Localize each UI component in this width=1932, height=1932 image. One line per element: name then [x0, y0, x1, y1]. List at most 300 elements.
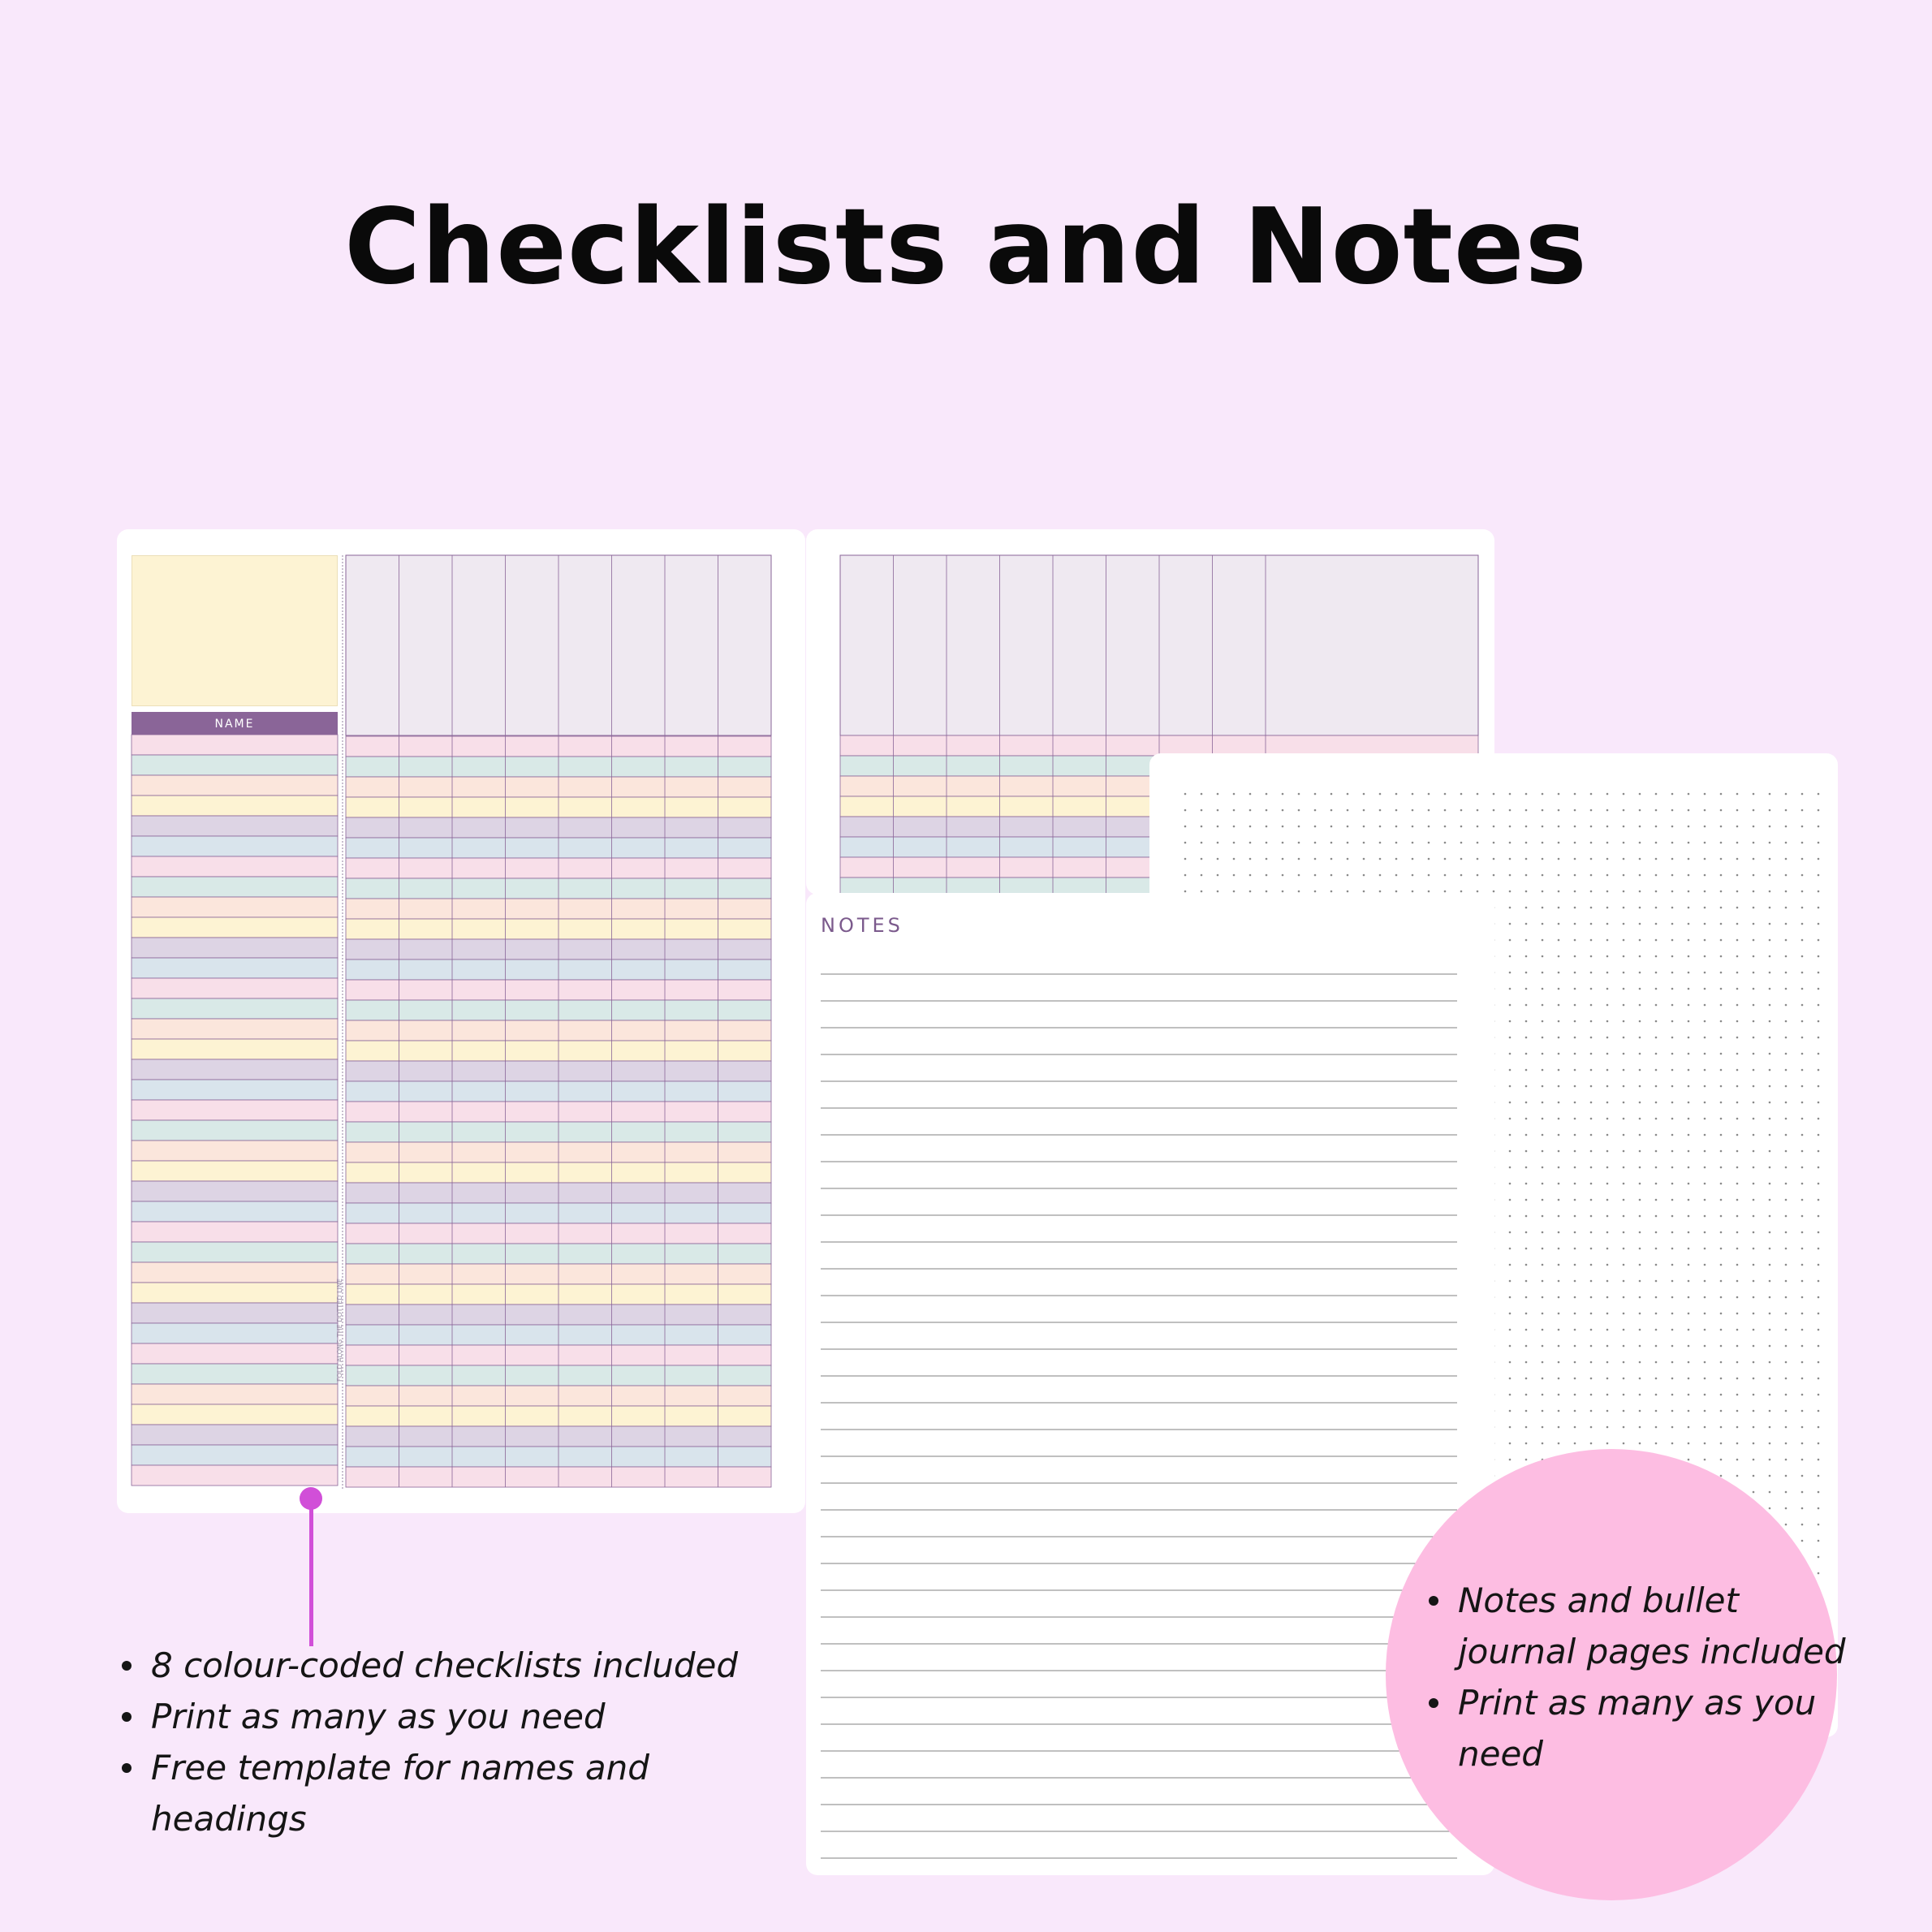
dot: [1525, 1069, 1528, 1072]
dot: [1704, 1410, 1706, 1412]
dot: [1769, 1313, 1771, 1315]
dot: [1184, 858, 1187, 860]
dot: [1201, 858, 1203, 860]
dot: [1525, 891, 1528, 893]
dot: [1282, 826, 1284, 828]
dot: [1525, 826, 1528, 828]
dot: [1542, 793, 1544, 796]
dot: [1606, 1231, 1609, 1234]
dot: [1623, 988, 1625, 990]
dot: [1655, 1199, 1658, 1201]
dot: [1542, 891, 1544, 893]
dot: [1753, 1215, 1755, 1218]
dot: [1769, 1443, 1771, 1445]
dot: [1785, 1378, 1788, 1380]
dot: [1769, 1085, 1771, 1088]
dot: [1558, 1264, 1560, 1266]
dot: [1720, 907, 1723, 909]
dot: [1428, 793, 1430, 796]
dot: [1201, 809, 1203, 812]
dot: [1590, 891, 1593, 893]
dot: [1720, 874, 1723, 877]
dot: [1818, 891, 1820, 893]
dot: [1671, 1053, 1674, 1055]
dot: [1639, 907, 1641, 909]
dot: [1769, 988, 1771, 990]
dot: [1753, 891, 1755, 893]
dot: [1785, 1248, 1788, 1250]
dot: [1785, 1134, 1788, 1136]
dot: [1606, 1443, 1609, 1445]
dot: [1590, 1183, 1593, 1185]
dot: [1753, 1085, 1755, 1088]
dot: [1574, 1296, 1576, 1299]
dot: [1736, 1426, 1739, 1429]
dot: [1558, 1410, 1560, 1412]
dot: [1801, 1053, 1804, 1055]
dot: [1736, 1053, 1739, 1055]
dot: [1606, 1037, 1609, 1039]
dot: [1558, 809, 1560, 812]
dot: [1736, 1118, 1739, 1120]
dot: [1639, 1134, 1641, 1136]
dot: [1671, 1394, 1674, 1396]
dot: [1623, 1134, 1625, 1136]
dot: [1704, 1053, 1706, 1055]
dot: [1590, 939, 1593, 942]
dot: [1753, 826, 1755, 828]
dot: [1720, 1004, 1723, 1007]
page-title: Checklists and Notes: [344, 187, 1588, 308]
dot: [1704, 907, 1706, 909]
dot: [1282, 793, 1284, 796]
dot: [1525, 1459, 1528, 1461]
dot: [1639, 1280, 1641, 1283]
dot: [1542, 1329, 1544, 1331]
dot: [1509, 874, 1512, 877]
dot: [1785, 1443, 1788, 1445]
dot: [1769, 1053, 1771, 1055]
dot: [1509, 1361, 1512, 1364]
dot: [1542, 1150, 1544, 1153]
dot: [1769, 858, 1771, 860]
name-row: [132, 1364, 338, 1384]
dot: [1818, 1572, 1820, 1575]
dot: [1818, 1313, 1820, 1315]
dot: [1314, 793, 1317, 796]
callout-dot: [300, 1487, 322, 1510]
dot: [1736, 1167, 1739, 1169]
dot: [1671, 1443, 1674, 1445]
dot: [1379, 793, 1382, 796]
dot: [1590, 1264, 1593, 1266]
dot: [1233, 842, 1236, 844]
dot: [1655, 1215, 1658, 1218]
dot: [1558, 1215, 1560, 1218]
dot: [1574, 1345, 1576, 1348]
dot: [1785, 858, 1788, 860]
dot: [1558, 1394, 1560, 1396]
dot: [1509, 923, 1512, 925]
dot: [1720, 988, 1723, 990]
dot: [1704, 842, 1706, 844]
dot: [1769, 1394, 1771, 1396]
dot: [1785, 1215, 1788, 1218]
dot: [1558, 842, 1560, 844]
dot: [1801, 1183, 1804, 1185]
dot: [1818, 1134, 1820, 1136]
dot: [1558, 939, 1560, 942]
dot: [1655, 1313, 1658, 1315]
dot: [1671, 826, 1674, 828]
dot: [1769, 1410, 1771, 1412]
dot: [1671, 1118, 1674, 1120]
dot: [1623, 1280, 1625, 1283]
dot: [1801, 972, 1804, 974]
dot: [1704, 972, 1706, 974]
dot: [1590, 955, 1593, 958]
name-row: [132, 1141, 338, 1161]
dot: [1753, 1426, 1755, 1429]
dot: [1590, 858, 1593, 860]
dot: [1590, 874, 1593, 877]
checklist-grid: [117, 529, 805, 1513]
dot: [1818, 1280, 1820, 1283]
name-row: [132, 938, 338, 958]
dot: [1801, 1378, 1804, 1380]
dot: [1184, 874, 1187, 877]
dot: [1753, 1491, 1755, 1494]
dot: [1590, 1199, 1593, 1201]
dot: [1542, 842, 1544, 844]
dot: [1769, 972, 1771, 974]
dot: [1704, 1394, 1706, 1396]
dot: [1769, 842, 1771, 844]
dot: [1558, 1248, 1560, 1250]
dot: [1347, 826, 1349, 828]
dot: [1671, 1150, 1674, 1153]
dot: [1330, 858, 1333, 860]
dot: [1769, 1345, 1771, 1348]
dot: [1542, 1231, 1544, 1234]
dot: [1590, 1085, 1593, 1088]
dot: [1736, 1004, 1739, 1007]
dot: [1623, 1361, 1625, 1364]
dot: [1655, 1280, 1658, 1283]
dot: [1623, 874, 1625, 877]
dot: [1801, 1199, 1804, 1201]
dot: [1525, 1215, 1528, 1218]
list-item: Free template for names and headings: [119, 1742, 768, 1844]
dot: [1769, 1264, 1771, 1266]
dot: [1558, 1443, 1560, 1445]
dot: [1574, 1394, 1576, 1396]
dot: [1769, 1361, 1771, 1364]
dot: [1736, 1150, 1739, 1153]
dot: [1769, 1507, 1771, 1510]
dot: [1753, 1134, 1755, 1136]
name-row: [132, 1323, 338, 1343]
dot: [1542, 1248, 1544, 1250]
dot: [1704, 891, 1706, 893]
dot: [1184, 826, 1187, 828]
dot: [1671, 1248, 1674, 1250]
dot: [1753, 1037, 1755, 1039]
dot: [1818, 1085, 1820, 1088]
dot: [1606, 988, 1609, 990]
dot: [1736, 1231, 1739, 1234]
dot: [1201, 874, 1203, 877]
dot: [1769, 1102, 1771, 1104]
dot: [1655, 972, 1658, 974]
dot: [1509, 1134, 1512, 1136]
dot: [1655, 1167, 1658, 1169]
dot: [1363, 842, 1365, 844]
dot: [1493, 809, 1495, 812]
dot: [1769, 1020, 1771, 1023]
dot: [1753, 858, 1755, 860]
dot: [1395, 891, 1398, 893]
dot: [1606, 923, 1609, 925]
dot: [1655, 923, 1658, 925]
dot: [1460, 891, 1463, 893]
dot: [1801, 939, 1804, 942]
dot: [1785, 1296, 1788, 1299]
dot: [1558, 1150, 1560, 1153]
dot: [1720, 842, 1723, 844]
notes-lines: [806, 893, 1494, 1875]
dot: [1639, 809, 1641, 812]
dot: [1769, 1231, 1771, 1234]
dot: [1412, 793, 1414, 796]
dot: [1736, 1183, 1739, 1185]
dot: [1785, 1118, 1788, 1120]
dot: [1542, 1167, 1544, 1169]
dot: [1655, 1231, 1658, 1234]
dot: [1379, 826, 1382, 828]
dot: [1753, 1296, 1755, 1299]
dot: [1671, 1199, 1674, 1201]
name-row: [132, 816, 338, 836]
dot: [1671, 923, 1674, 925]
dot: [1688, 1345, 1690, 1348]
dot: [1347, 793, 1349, 796]
dot: [1753, 907, 1755, 909]
dot: [1818, 955, 1820, 958]
dot: [1379, 842, 1382, 844]
dot: [1509, 1345, 1512, 1348]
dot: [1574, 1248, 1576, 1250]
dot: [1525, 858, 1528, 860]
dot: [1525, 988, 1528, 990]
dot: [1688, 1231, 1690, 1234]
dot: [1623, 955, 1625, 958]
dot: [1720, 1248, 1723, 1250]
dot: [1818, 923, 1820, 925]
dot: [1671, 1134, 1674, 1136]
dot: [1639, 1378, 1641, 1380]
dot: [1542, 1394, 1544, 1396]
dot: [1688, 939, 1690, 942]
dot: [1525, 1296, 1528, 1299]
dot: [1330, 793, 1333, 796]
dot: [1688, 793, 1690, 796]
dot: [1184, 842, 1187, 844]
dot: [1574, 939, 1576, 942]
name-row: [132, 1080, 338, 1100]
dot: [1639, 842, 1641, 844]
dot: [1736, 1037, 1739, 1039]
dot: [1688, 809, 1690, 812]
dot: [1493, 891, 1495, 893]
dot: [1542, 1134, 1544, 1136]
dot: [1818, 1378, 1820, 1380]
dot: [1590, 1020, 1593, 1023]
dot: [1736, 1345, 1739, 1348]
dot: [1704, 1443, 1706, 1445]
dot: [1769, 1150, 1771, 1153]
dot: [1460, 793, 1463, 796]
dot: [1785, 1183, 1788, 1185]
dot: [1558, 1183, 1560, 1185]
dot: [1639, 988, 1641, 990]
dot: [1720, 1215, 1723, 1218]
dot: [1818, 1394, 1820, 1396]
dot: [1558, 907, 1560, 909]
dot: [1639, 1426, 1641, 1429]
dot: [1542, 923, 1544, 925]
dot: [1704, 1329, 1706, 1331]
name-row: [132, 1161, 338, 1181]
dot: [1671, 1102, 1674, 1104]
dot: [1801, 1313, 1804, 1315]
dot: [1330, 874, 1333, 877]
dot: [1623, 1199, 1625, 1201]
dot: [1720, 1167, 1723, 1169]
dot: [1509, 1215, 1512, 1218]
dot: [1671, 907, 1674, 909]
dot: [1623, 1410, 1625, 1412]
dot: [1704, 858, 1706, 860]
dot: [1525, 793, 1528, 796]
dot: [1720, 1037, 1723, 1039]
dot: [1801, 1329, 1804, 1331]
dot: [1558, 1361, 1560, 1364]
dot: [1720, 1231, 1723, 1234]
dot: [1623, 1443, 1625, 1445]
dot: [1558, 1085, 1560, 1088]
dot: [1509, 955, 1512, 958]
name-row: [132, 1039, 338, 1059]
dot: [1639, 858, 1641, 860]
dot: [1801, 1296, 1804, 1299]
dot: [1623, 939, 1625, 942]
dot: [1623, 1053, 1625, 1055]
dot: [1509, 1459, 1512, 1461]
name-row: [132, 755, 338, 775]
dot: [1558, 1004, 1560, 1007]
dot: [1525, 1345, 1528, 1348]
dot: [1525, 972, 1528, 974]
notes-title: NOTES: [821, 914, 903, 937]
name-row: [132, 735, 338, 755]
dot: [1606, 1150, 1609, 1153]
dot: [1704, 988, 1706, 990]
dot: [1785, 1426, 1788, 1429]
dot: [1639, 874, 1641, 877]
dot: [1574, 1183, 1576, 1185]
dot: [1720, 793, 1723, 796]
dot: [1801, 1443, 1804, 1445]
dot: [1720, 923, 1723, 925]
dot: [1574, 1313, 1576, 1315]
dot: [1509, 1264, 1512, 1266]
dot: [1574, 1150, 1576, 1153]
dot: [1818, 1296, 1820, 1299]
dot: [1655, 1004, 1658, 1007]
dot: [1688, 1394, 1690, 1396]
dot: [1736, 923, 1739, 925]
dot: [1542, 1264, 1544, 1266]
dot: [1623, 1231, 1625, 1234]
dot: [1753, 1443, 1755, 1445]
dot: [1720, 1183, 1723, 1185]
dot: [1314, 809, 1317, 812]
dot: [1753, 972, 1755, 974]
dot: [1509, 1004, 1512, 1007]
dot: [1542, 1199, 1544, 1201]
dot: [1590, 1134, 1593, 1136]
dot: [1363, 793, 1365, 796]
dot: [1671, 1231, 1674, 1234]
dot: [1704, 955, 1706, 958]
dot: [1704, 1150, 1706, 1153]
dot: [1590, 809, 1593, 812]
dot: [1558, 1102, 1560, 1104]
dot: [1606, 1118, 1609, 1120]
dot: [1801, 1167, 1804, 1169]
fold-instruction: FOLD ALONG THE DOTTED LINE: [336, 1279, 343, 1382]
dot: [1818, 1540, 1820, 1542]
dot: [1753, 793, 1755, 796]
dot: [1785, 1004, 1788, 1007]
dot: [1558, 1313, 1560, 1315]
dot: [1525, 1443, 1528, 1445]
dot: [1542, 1313, 1544, 1315]
dot: [1688, 1459, 1690, 1461]
dot: [1574, 874, 1576, 877]
dot: [1379, 891, 1382, 893]
dot: [1671, 1037, 1674, 1039]
dot: [1671, 1085, 1674, 1088]
dot: [1330, 826, 1333, 828]
dot: [1720, 858, 1723, 860]
dot: [1785, 874, 1788, 877]
dot: [1217, 809, 1219, 812]
dot: [1736, 1085, 1739, 1088]
dot: [1736, 793, 1739, 796]
dot: [1785, 891, 1788, 893]
dot: [1379, 874, 1382, 877]
dot: [1736, 1264, 1739, 1266]
dot: [1671, 1215, 1674, 1218]
dot: [1753, 1150, 1755, 1153]
dot: [1736, 939, 1739, 942]
name-row: [132, 1242, 338, 1262]
dot: [1590, 972, 1593, 974]
dot: [1720, 1264, 1723, 1266]
dot: [1639, 1150, 1641, 1153]
